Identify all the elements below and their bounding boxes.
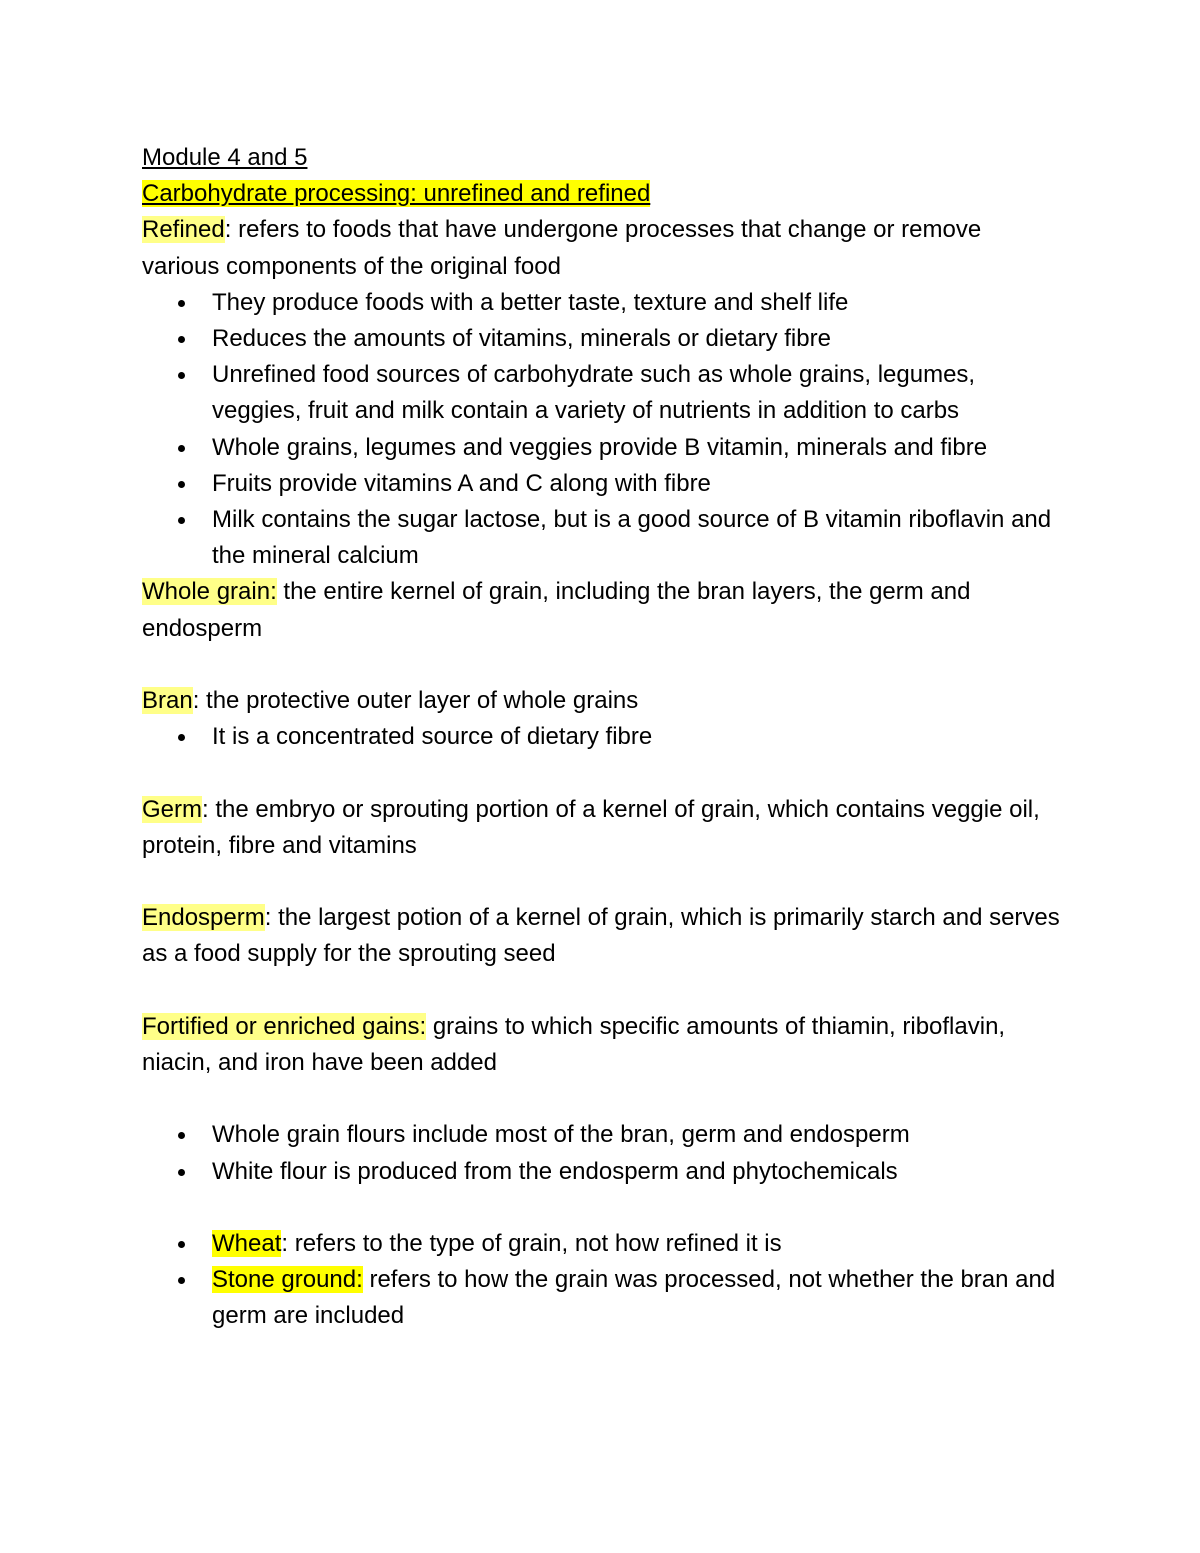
refined-definition: [142, 212, 1062, 284]
section-heading-text: Carbohydrate processing: unrefined and refined: [142, 180, 651, 208]
germ-definition-text: : the embryo or sprouting portion of a kernel of grain, which contains veggie oil, protein, fibre and vitamins: [142, 795, 1040, 859]
section-heading: [142, 176, 1062, 212]
document-page: [142, 140, 1062, 1335]
module-title-text: Module 4 and 5: [142, 144, 308, 171]
endosperm-definition: [142, 900, 1062, 972]
list-item: It is a concentrated source of dietary fibre: [142, 719, 1062, 755]
wheat-definition-text: : refers to the type of grain, not how refined it is: [281, 1230, 782, 1257]
bran-definition: [142, 683, 1062, 719]
fortified-definition-text: grains to which specific amounts of thiamin, riboflavin, niacin, and iron have been added: [142, 1012, 1006, 1077]
endosperm-definition-text: : the largest potion of a kernel of grain, which is primarily starch and serves as a food supply for the sprouting seed: [142, 904, 1060, 968]
module-title: [142, 140, 1062, 176]
list-item: Whole grains, legumes and veggies provide B vitamin, minerals and fibre: [142, 430, 1062, 466]
spacer: [142, 1081, 1062, 1117]
endosperm-term: Endosperm: [142, 904, 265, 932]
spacer: [142, 1190, 1062, 1226]
fortified-definition: [142, 1009, 1062, 1081]
list-item-wheat: [142, 1226, 1062, 1262]
flour-bullet-list: [142, 1117, 1062, 1189]
bran-bullet-list: [142, 719, 1062, 755]
whole-grain-term: Whole grain:: [142, 578, 277, 606]
wheat-term: Wheat: [212, 1230, 282, 1257]
spacer: [142, 864, 1062, 900]
list-item-stone-ground: [142, 1262, 1062, 1334]
list-item: White flour is produced from the endosperm and phytochemicals: [142, 1154, 1062, 1190]
spacer: [142, 647, 1062, 683]
refined-bullet-list: [142, 285, 1062, 575]
list-item: Unrefined food sources of carbohydrate such as whole grains, legumes, veggies, fruit and milk contain a variety of nutrients in addition to carbs: [142, 357, 1062, 429]
stone-ground-term: Stone ground:: [212, 1266, 363, 1294]
spacer: [142, 755, 1062, 791]
bran-term: Bran: [142, 687, 193, 715]
bran-definition-text: : the protective outer layer of whole grains: [192, 687, 639, 715]
germ-term: Germ: [142, 795, 202, 823]
refined-definition-text: : refers to foods that have undergone processes that change or remove various components of the original food: [142, 216, 982, 280]
list-item: Fruits provide vitamins A and C along with fibre: [142, 466, 1062, 502]
stone-ground-definition-text: refers to how the grain was processed, not whether the bran and germ are included: [212, 1266, 1056, 1330]
refined-term: Refined: [142, 216, 225, 244]
list-item: Milk contains the sugar lactose, but is a good source of B vitamin riboflavin and the mineral calcium: [142, 502, 1062, 574]
whole-grain-definition-text: the entire kernel of grain, including the bran layers, the germ and endosperm: [142, 578, 971, 642]
whole-grain-definition: [142, 574, 1062, 646]
grain-terms-list: [142, 1226, 1062, 1335]
list-item: Whole grain flours include most of the bran, germ and endosperm: [142, 1117, 1062, 1153]
germ-definition: [142, 792, 1062, 864]
fortified-term: Fortified or enriched gains:: [142, 1012, 427, 1040]
list-item: Reduces the amounts of vitamins, minerals or dietary fibre: [142, 321, 1062, 357]
spacer: [142, 973, 1062, 1009]
list-item: They produce foods with a better taste, texture and shelf life: [142, 285, 1062, 321]
